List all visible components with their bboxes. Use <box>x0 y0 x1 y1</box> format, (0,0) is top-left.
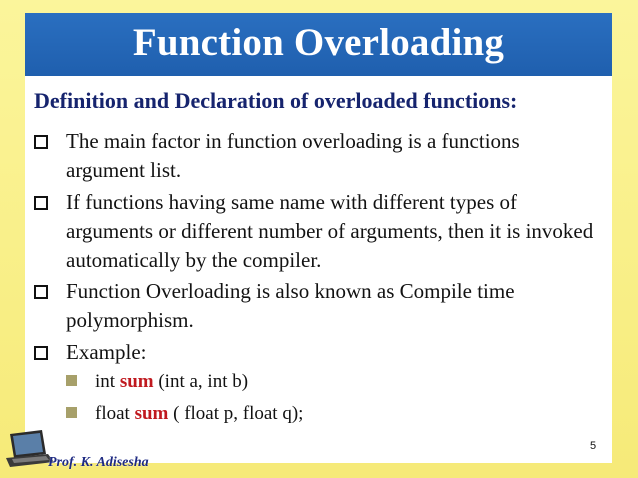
author-signature: Prof. K. Adisesha <box>48 455 149 470</box>
code-params: ( float p, float q); <box>168 403 304 424</box>
function-name: sum <box>119 371 154 392</box>
code-type: int <box>95 371 120 392</box>
example-line <box>66 371 248 393</box>
code-type: float <box>95 403 135 424</box>
hollow-square-bullet-icon <box>34 285 48 299</box>
hollow-square-bullet-icon <box>34 196 48 210</box>
page-number: 5 <box>590 440 597 452</box>
section-heading: Definition and Declaration of overloaded functions: <box>34 88 518 113</box>
bullet-text: Example: <box>66 340 147 364</box>
filled-square-bullet-icon <box>66 407 77 418</box>
filled-square-bullet-icon <box>66 375 77 386</box>
hollow-square-bullet-icon <box>34 135 48 149</box>
function-name: sum <box>134 403 169 424</box>
title-bar <box>25 13 612 76</box>
example-line <box>66 403 303 425</box>
code-params: (int a, int b) <box>153 371 249 392</box>
hollow-square-bullet-icon <box>34 346 48 360</box>
slide-title: Function Overloading <box>132 21 505 64</box>
bullet-text: The main factor in function overloading is a functions argument list. <box>66 129 520 182</box>
bullet-text: If functions having same name with different types of arguments or different number of arguments, then it is invoked automatically by the compiler. <box>66 190 594 272</box>
bullet-text: Function Overloading is also known as Compile time polymorphism. <box>66 279 515 332</box>
